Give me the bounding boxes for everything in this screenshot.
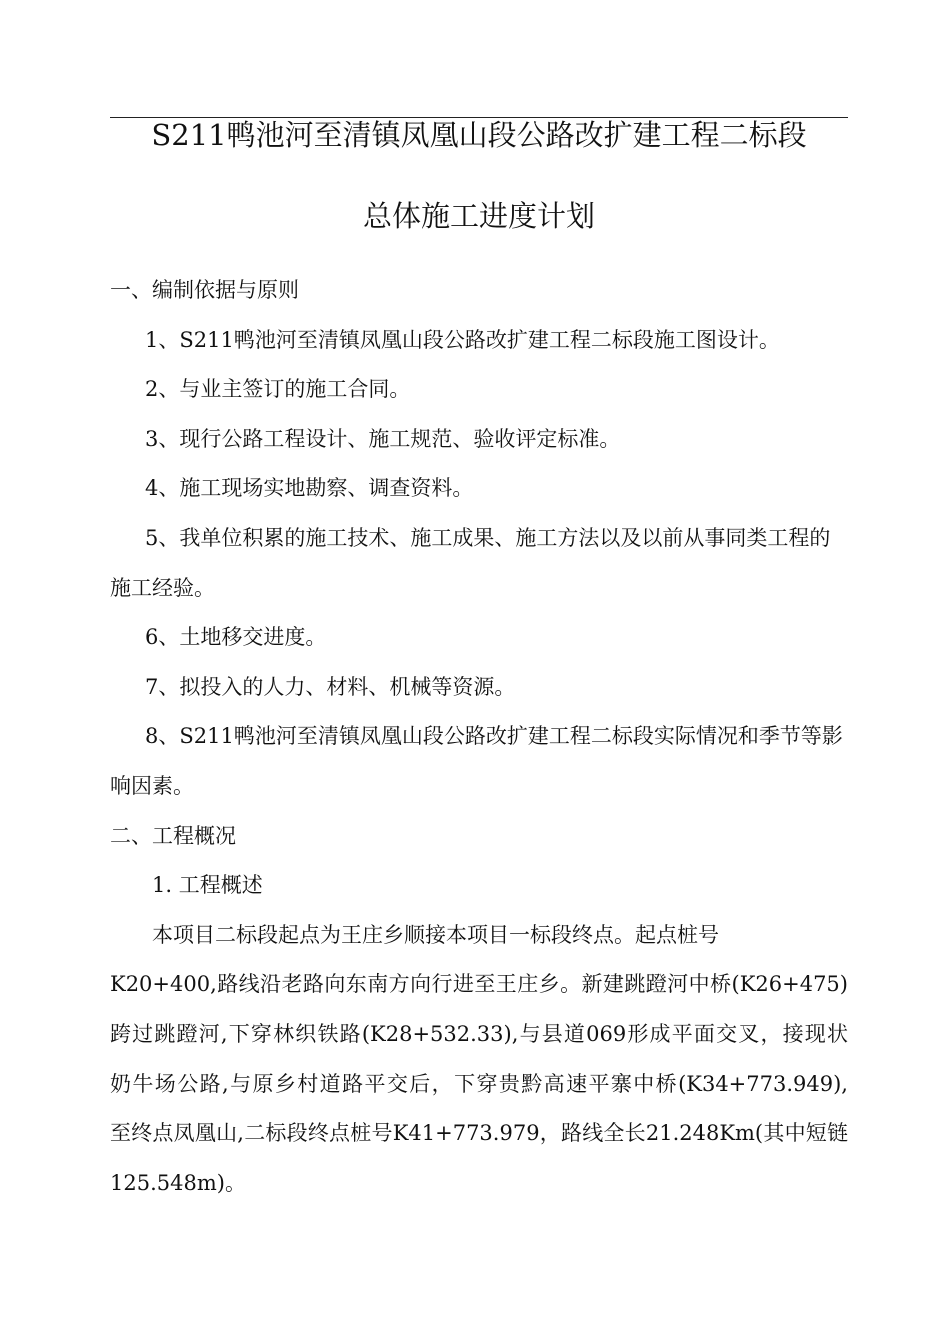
overview-line-5: 至终点凤凰山,二标段终点桩号K41+773.979，路线全长21.248Km(其中短链 bbox=[110, 1121, 848, 1146]
overview-line-2: K20+400,路线沿老路向东南方向行进至王庄乡。新建跳蹬河中桥(K26+475) bbox=[110, 972, 848, 997]
list-item-7: 7、拟投入的人力、材料、机械等资源。 bbox=[145, 674, 516, 699]
document-subtitle: 总体施工进度计划 bbox=[362, 199, 595, 233]
overview-line-6: 125.548m)。 bbox=[110, 1170, 246, 1195]
subsection-heading: 1. 工程概述 bbox=[152, 873, 263, 898]
list-item-3: 3、现行公路工程设计、施工规范、验收评定标准。 bbox=[145, 426, 621, 451]
list-item-6: 6、土地移交进度。 bbox=[145, 625, 327, 650]
list-item-4: 4、施工现场实地勘察、调查资料。 bbox=[145, 476, 474, 501]
overview-line-1: 本项目二标段起点为王庄乡顺接本项目一标段终点。起点桩号 bbox=[152, 922, 719, 947]
overview-line-4: 奶牛场公路,与原乡村道路平交后，下穿贵黔高速平寨中桥(K34+773.949), bbox=[110, 1071, 848, 1096]
list-item-8: 8、S211鸭池河至清镇凤凰山段公路改扩建工程二标段实际情况和季节等影响因素。 bbox=[110, 724, 843, 798]
document-title: S211鸭池河至清镇凤凰山段公路改扩建工程二标段 bbox=[151, 118, 807, 152]
overview-line-3: 跨过跳蹬河,下穿林织铁路(K28+532.33),与县道069形成平面交叉，接现状 bbox=[110, 1021, 848, 1046]
document-body bbox=[110, 266, 848, 1208]
list-item-2: 2、与业主签订的施工合同。 bbox=[145, 377, 411, 402]
list-item-5: 5、我单位积累的施工技术、施工成果、施工方法以及以前从事同类工程的施工经验。 bbox=[110, 525, 831, 600]
list-item-1: 1、S211鸭池河至清镇凤凰山段公路改扩建工程二标段施工图设计。 bbox=[145, 327, 780, 352]
section-heading-overview: 二、工程概况 bbox=[110, 823, 236, 848]
section-heading-basis: 一、编制依据与原则 bbox=[110, 278, 299, 302]
